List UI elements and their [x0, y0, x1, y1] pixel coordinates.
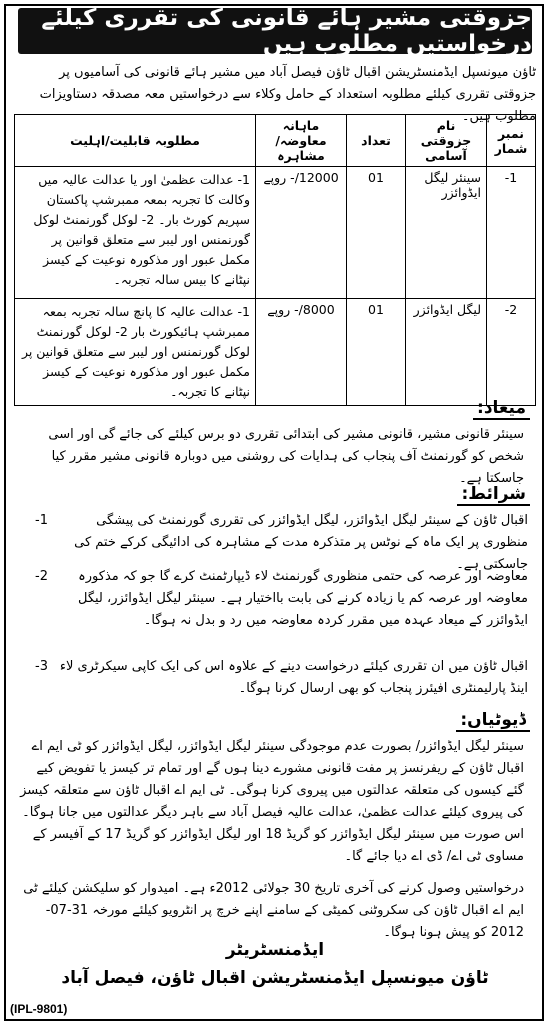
table-header-row — [15, 115, 536, 167]
row-count: 01 — [347, 299, 406, 406]
row-serial: 2- — [487, 299, 536, 406]
condition-text: اقبال ٹاؤن کے سینئر لیگل ایڈوائزر، لیگل ایڈوائزر کی تقرری گورنمنٹ کی پیشگی منظوری پر ایک ماہ کے نوٹس پر متذکرہ مدت کے مشاہرہ کی ادائیگی کرکے ختم کی جاسکتی ہے۔ — [74, 513, 528, 572]
table-row — [15, 299, 536, 406]
positions-table — [14, 114, 536, 406]
signature-office: ٹاؤن میونسپل ایڈمنسٹریشن اقبال ٹاؤن، فیصل آباد — [61, 968, 489, 988]
condition-number: 1- — [35, 513, 48, 528]
ad-reference: (IPL-9801) — [10, 1002, 68, 1016]
table-row — [15, 167, 536, 299]
conditions-heading: شرائط: — [457, 484, 530, 506]
header-count: تعداد — [347, 115, 406, 167]
row-post: سینئر لیگل ایڈوائزر — [406, 167, 487, 299]
row-qualification: 1- عدالت عالیہ کا پانچ سالہ تجربہ بمعہ ممبرشپ ہائیکورٹ بار 2- لوکل گورنمنٹ لوکل گورنمنس اور لیبر سے متعلق قوانین پر مکمل عبور اور مذکورہ نوعیت کے کیسز نپٹانے کا تجربہ۔ — [15, 299, 256, 406]
row-salary: 8000/- روپے — [256, 299, 347, 406]
condition-item — [18, 656, 528, 700]
condition-number: 2- — [35, 569, 48, 584]
header-serial: نمبر شمار — [487, 115, 536, 167]
row-post: لیگل ایڈوائزر — [406, 299, 487, 406]
tenure-text: سینئر قانونی مشیر، قانونی مشیر کی ابتدائی تقرری دو برس کیلئے کی جائے گی اور اسی شخص کو گورنمنٹ آف پنجاب کی ہدایات کی روشنی میں دوبارہ قانونی مشیر مقرر کیا جاسکتا ہے۔ — [48, 427, 524, 486]
header-qualification: مطلوبہ قابلیت/اہلیت — [15, 115, 256, 167]
condition-item — [18, 566, 528, 632]
row-qualification: 1- عدالت عظمیٰ اور یا عدالت عالیہ میں وکالت کا تجربہ بمعہ ممبرشپ پاکستان سپریم کورٹ بار۔ 2- لوکل گورنمنٹ لوکل گورنمنس اور لیبر سے متعلق قوانین پر مکمل عبور اور مذکورہ نوعیت کے کیسز نپٹانے کا بیس سالہ تجربہ۔ — [15, 167, 256, 299]
condition-number: 3- — [35, 659, 48, 674]
duties-heading: ڈیوٹیاں: — [456, 710, 530, 732]
condition-text: معاوضہ اور عرصہ کی حتمی منظوری گورنمنٹ لاء ڈیپارٹمنٹ کرے گا جو کہ مذکورہ معاوضہ اور عرصہ کم یا زیادہ کرنے کی بابت بااختیار ہے۔ سینئر لیگل ایڈوائزر، لیگل ایڈوائزر کے میعاد عہدہ میں مقرر کردہ معاوضہ میں رد و بدل نہ ہوگا۔ — [77, 569, 528, 628]
intro-paragraph: ٹاؤن میونسپل ایڈمنسٹریشن اقبال ٹاؤن فیصل آباد میں مشیر ہائے قانونی کی آسامیوں پر جزوقتی تقرری کیلئے مطلوبہ استعداد کے حامل وکلاء سے درخواستیں معہ مصدقہ دستاویزات مطلوب ہیں۔ — [39, 65, 536, 124]
header-post: نام جزوقتی آسامی — [406, 115, 487, 167]
signature-title: ایڈمنسٹریٹر — [225, 940, 325, 960]
row-salary: 12000/- روپے — [256, 167, 347, 299]
row-count: 01 — [347, 167, 406, 299]
tenure-heading: میعاد: — [473, 398, 530, 420]
row-serial: 1- — [487, 167, 536, 299]
condition-text: اقبال ٹاؤن میں ان تقرری کیلئے درخواست دینے کے علاوہ اس کی ایک کاپی سیکرٹری لاء اینڈ پارلیمنٹری افیئرز پنجاب کو بھی ارسال کرنا ہوگا۔ — [59, 659, 528, 696]
page-title: جزوقتی مشیر ہائے قانونی کی تقرری کیلئے درخواستیں مطلوب ہیں — [18, 8, 532, 54]
closing-text: درخواستیں وصول کرنے کی آخری تاریخ 30 جولائی 2012ء ہے۔ امیدوار کو سلیکشن کیلئے ٹی ایم اے اقبال ٹاؤن کی سکروٹنی کمیٹی کے سامنے اپنے خرچ پر انٹرویو کیلئے مورخہ 31-07-2012 کو پیش ہونا ہوگا۔ — [23, 881, 524, 940]
duties-text: سینئر لیگل ایڈوائزر/ بصورت عدم موجودگی سینئر لیگل ایڈوائزر، لیگل ایڈوائزر کو ٹی ایم اے اقبال ٹاؤن کے ریفرنسز پر مفت قانونی مشورے دینا ہوں گے اور تمام تر کیسز یا تفویض کیے گئے کیسوں کی متعلقہ عدالتوں میں پیروی کرنا ہوگی۔ ٹی ایم اے اقبال ٹاؤن سے متعلقہ کیسز کی پیروی کیلئے عدالت عظمیٰ، عدالت عالیہ فیصل آباد سے باہر دیگر عدالتوں میں جانا ہوگا۔ اس صورت میں سینئر لیگل ایڈوائزر کو گریڈ 18 اور لیگل ایڈوائزر کو گریڈ 17 کے آفیسر کے مساوی ٹی اے/ ڈی اے دیا جائے گا۔ — [20, 739, 524, 864]
header-salary: ماہانہ معاوضہ/مشاہرہ — [256, 115, 347, 167]
